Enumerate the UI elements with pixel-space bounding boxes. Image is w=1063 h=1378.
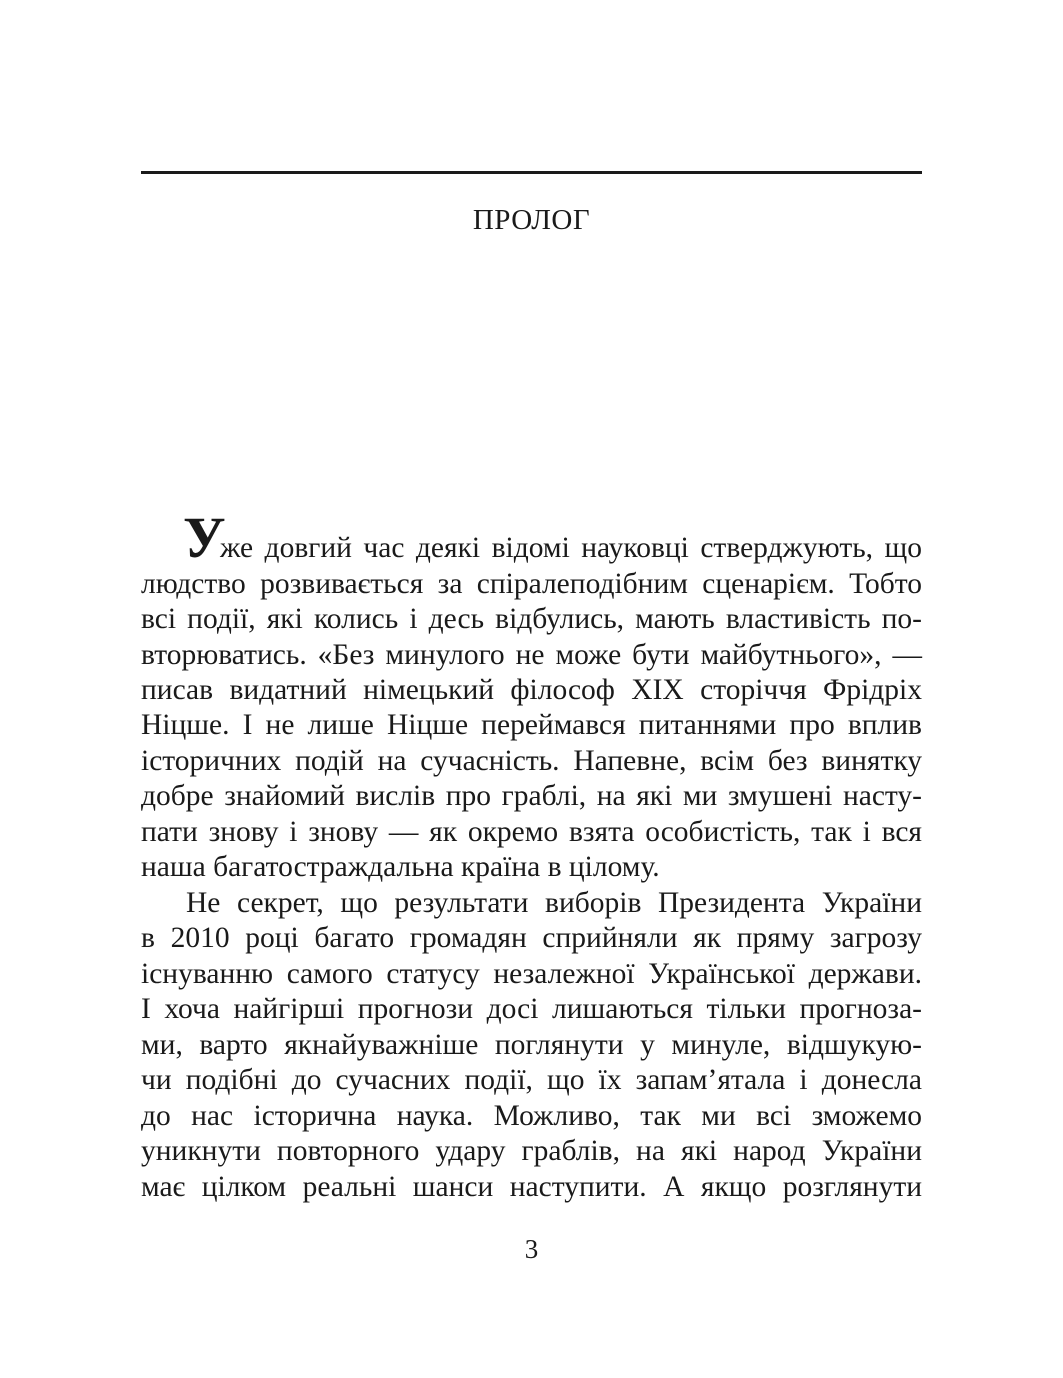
text-line: в 2010 році багато громадян сприйняли як пряму загрозу [141,922,922,954]
text-line: існуванню самого статусу незалежної Української держави. [141,958,922,990]
text-line: вторюватись. «Без минулого не може бути майбутнього», — [141,639,922,671]
text-line: добре знайомий вислів про граблі, на які ми змушені насту- [141,780,922,812]
text-line: же довгий час деякі відомі науковці стверджують, що [220,532,922,564]
text-line: писав видатний німецький філософ XIX сторіччя Фрідріх [141,674,922,706]
text-line: всі події, які колись і десь відбулись, мають властивість по- [141,603,922,635]
text-line: має цілком реальні шанси наступити. А якщо розглянути [141,1171,922,1203]
text-line: Ніцше. І не лише Ніцше переймався питаннями про вплив [141,709,922,741]
page-number: 3 [524,1234,539,1264]
top-rule [141,171,922,174]
text-line: історичних подій на сучасність. Напевне, всім без винятку [141,745,922,777]
text-line: ми, варто якнайуважніше поглянути у минуле, відшукую- [141,1029,922,1061]
text-line: чи подібні до сучасних події, що їх запам’ятала і донесла [141,1064,922,1096]
text-line: до нас історична наука. Можливо, так ми всі зможемо [141,1100,922,1132]
text-line: І хоча найгірші прогнози досі лишаються тільки прогноза- [141,993,922,1025]
drop-cap: У [183,505,226,570]
text-line: наша багатостраждальна країна в цілому. [141,851,660,883]
text-line: Не секрет, що результати виборів Президента України [186,887,922,919]
text-line: уникнути повторного удару граблів, на які народ України [141,1135,922,1167]
text-line: пати знову і знову — як окремо взята особистість, так і вся [141,816,922,848]
text-line: людство розвивається за спіралеподібним сценарієм. Тобто [141,568,922,600]
chapter-heading: ПРОЛОГ [472,204,591,236]
